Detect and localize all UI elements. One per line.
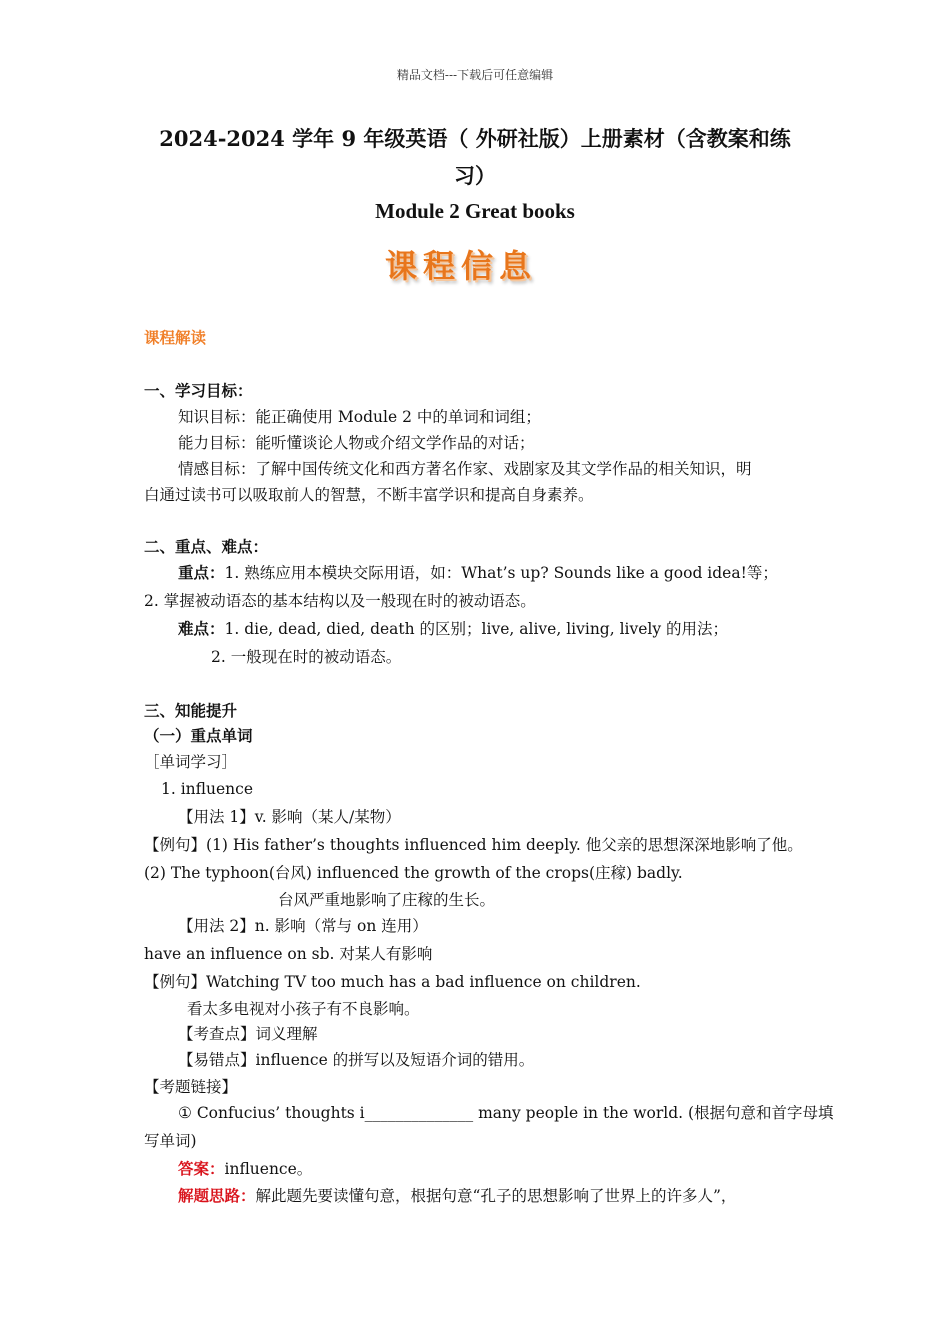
page-header: 精品文档---下载后可任意编辑: [396, 68, 554, 82]
word-influence: 1. influence: [161, 780, 253, 798]
difficulty-text: 1. die, dead, died, death 的区别；live, alive, living, lively 的用法；: [224, 620, 729, 638]
example-1-2: (2) The typhoon(台风) influenced the growth of the crops(庄稼) badly.: [144, 864, 683, 882]
section-label: 课程解读: [144, 328, 207, 347]
answer-line: [178, 1156, 312, 1182]
example-1-2-translation: 台风严重地影响了庄稼的生长。: [278, 891, 496, 909]
difficulty-line1: [178, 616, 728, 642]
document-title-line1: 2024-2024 学年 9 年级英语（ 外研社版）上册素材（含教案和练: [159, 126, 791, 151]
emotion-goal-line2: 白通过读书可以吸取前人的智慧，不断丰富学识和提高自身素养。: [144, 486, 594, 504]
key-points-heading: 二、重点、难点：: [144, 537, 269, 556]
focus-label: 重点：: [178, 563, 225, 582]
document-title-module: [0, 198, 950, 224]
usage-2: 【用法 2】n. 影响（常与 on 连用）: [178, 917, 428, 935]
answer-text: influence。: [224, 1160, 313, 1178]
phrase: have an influence on sb. 对某人有影响: [144, 945, 433, 963]
exam-link: 【考题链接】: [144, 1078, 238, 1096]
ability-goal: 能力目标：能听懂谈论人物或介绍文学作品的对话；: [178, 434, 535, 452]
answer-label: 答案：: [178, 1159, 225, 1178]
analysis-label: 解题思路：: [178, 1186, 256, 1205]
usage-1: 【用法 1】v. 影响（某人/某物）: [178, 808, 401, 826]
focus-line2: 2. 掌握被动语态的基本结构以及一般现在时的被动语态。: [144, 592, 536, 610]
question-line1: ① Confucius’ thoughts i______________ many people in the world. (根据句意和首字母填: [178, 1104, 834, 1122]
document-title-line2: 习）: [454, 163, 496, 188]
error-point: 【易错点】influence 的拼写以及短语介词的错用。: [178, 1051, 535, 1069]
knowledge-goal: 知识目标：能正确使用 Module 2 中的单词和词组；: [178, 408, 541, 426]
goals-heading: 一、学习目标：: [144, 381, 253, 400]
word-study-label: ［单词学习］: [144, 753, 238, 771]
analysis-text: 解此题先要读懂句意，根据句意“孔子的思想影响了世界上的许多人”，: [255, 1187, 737, 1205]
example-2: 【例句】Watching TV too much has a bad influence on children.: [144, 973, 641, 991]
focus-text: 1. 熟练应用本模块交际用语，如：What’s up? Sounds like a good idea!等；: [224, 564, 778, 582]
difficulty-label: 难点：: [178, 619, 225, 638]
focus-line1: [178, 560, 778, 586]
example-1-1: 【例句】(1) His father’s thoughts influenced him deeply. 他父亲的思想深深地影响了他。: [144, 836, 803, 854]
course-info-banner: [385, 241, 565, 289]
analysis-line: [178, 1183, 736, 1209]
difficulty-line2: 2. 一般现在时的被动语态。: [211, 648, 402, 666]
question-line2: 写单词): [144, 1132, 197, 1150]
key-words-heading: （一）重点单词: [144, 726, 253, 745]
example-2-translation: 看太多电视对小孩子有不良影响。: [187, 1000, 420, 1018]
emotion-goal-line1: 情感目标：了解中国传统文化和西方著名作家、戏剧家及其文学作品的相关知识，明: [178, 460, 752, 478]
module-title: Module 2 Great books: [375, 199, 575, 223]
improve-heading: 三、知能提升: [144, 701, 238, 720]
test-point: 【考查点】词义理解: [178, 1025, 318, 1043]
course-info-banner-text: 课程信息: [385, 247, 538, 285]
